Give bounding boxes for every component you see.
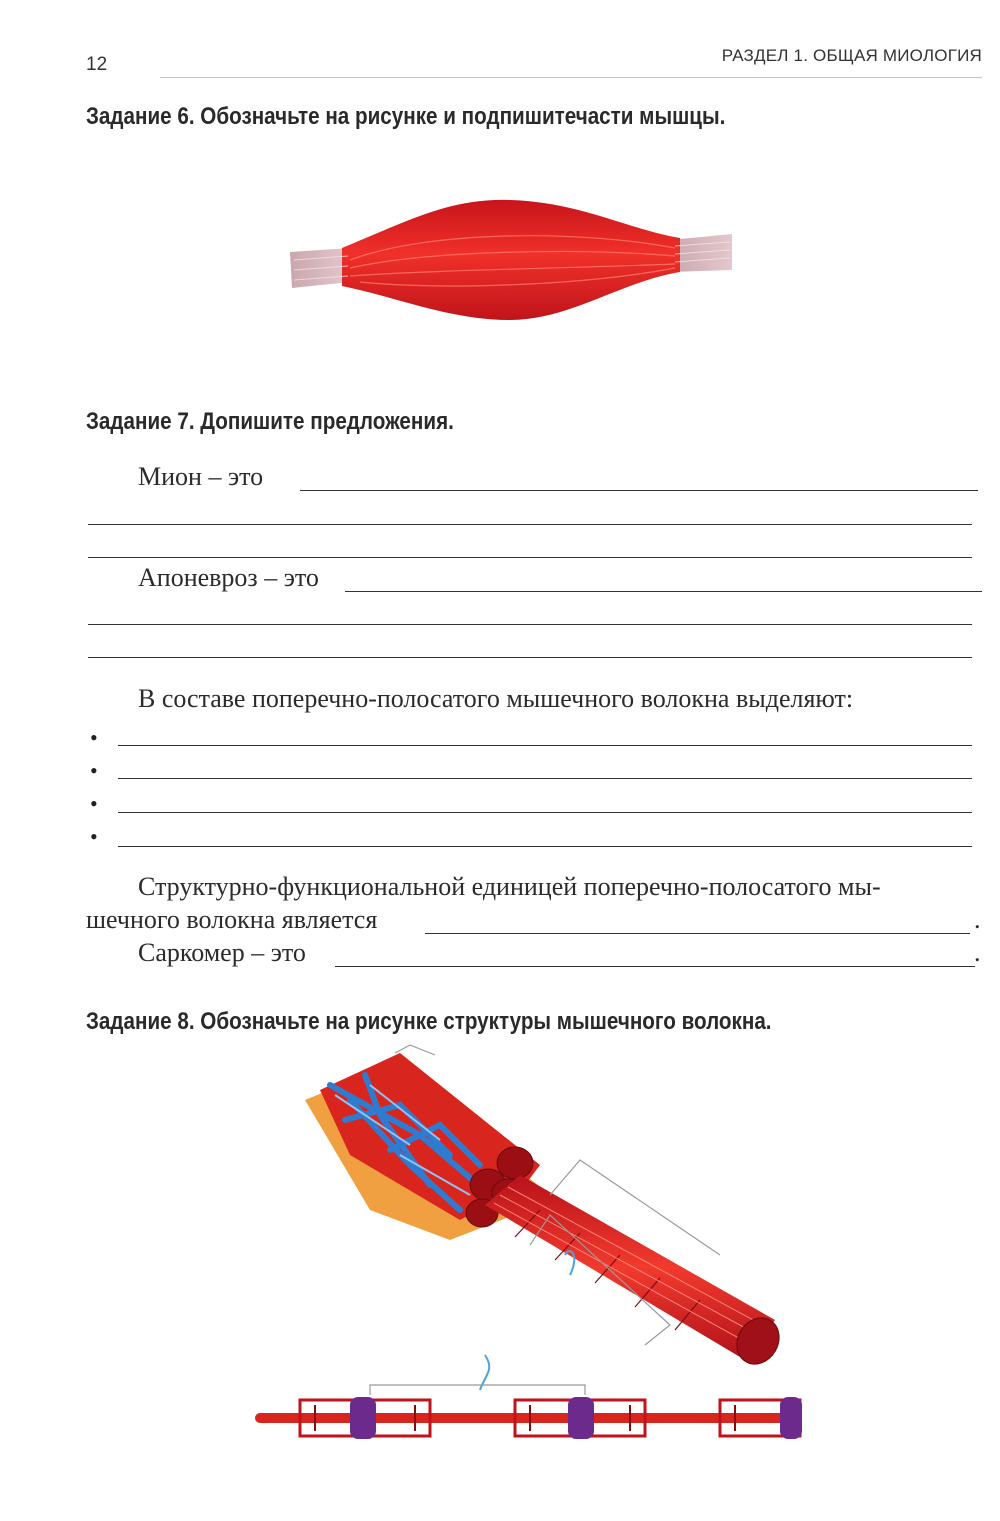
aponeurosis-answer-line[interactable] [88,657,972,658]
muscle-illustration [280,190,740,330]
running-header: РАЗДЕЛ 1. ОБЩАЯ МИОЛОГИЯ [721,46,982,65]
bullet-marker: • [90,791,98,816]
unit-prompt-line1: Структурно-функциональной единицей поперечно-полосатого мы- [138,872,881,901]
unit-prompt-line2: шечного волокна является [86,905,378,934]
sarcomere-prompt: Саркомер – это [138,938,306,967]
task8-heading: Задание 8. Обозначьте на рисунке структуры мышечного волокна. [86,1008,772,1035]
page-number: 12 [86,54,108,75]
unit-answer-line[interactable] [425,933,970,934]
fiber-component-line[interactable] [118,812,972,813]
task6-heading: Задание 6. Обозначьте на рисунке и подпишитечасти мышцы. [86,103,726,130]
bullet-marker: • [90,824,98,849]
myon-answer-line[interactable] [88,524,972,525]
fiber-composition-prompt: В составе поперечно-полосатого мышечного волокна выделяют: [138,684,854,713]
sarcomere-answer-line[interactable] [335,966,975,967]
fiber-component-line[interactable] [118,846,972,847]
muscle-fiber-illustration [250,1045,810,1455]
bullet-marker: • [90,725,98,750]
aponeurosis-answer-line[interactable] [345,591,982,592]
myon-answer-line[interactable] [88,557,972,558]
fiber-component-line[interactable] [118,778,972,779]
bullet-marker: • [90,758,98,783]
myon-prompt: Мион – это [138,462,264,491]
aponeurosis-answer-line[interactable] [88,624,972,625]
myon-answer-line[interactable] [300,490,978,491]
header-rule [160,77,982,78]
fiber-component-line[interactable] [118,745,972,746]
task7-heading: Задание 7. Допишите предложения. [86,408,454,435]
sarcomere-period: . [974,938,981,967]
aponeurosis-prompt: Апоневроз – это [138,563,319,592]
unit-period: . [974,905,981,934]
